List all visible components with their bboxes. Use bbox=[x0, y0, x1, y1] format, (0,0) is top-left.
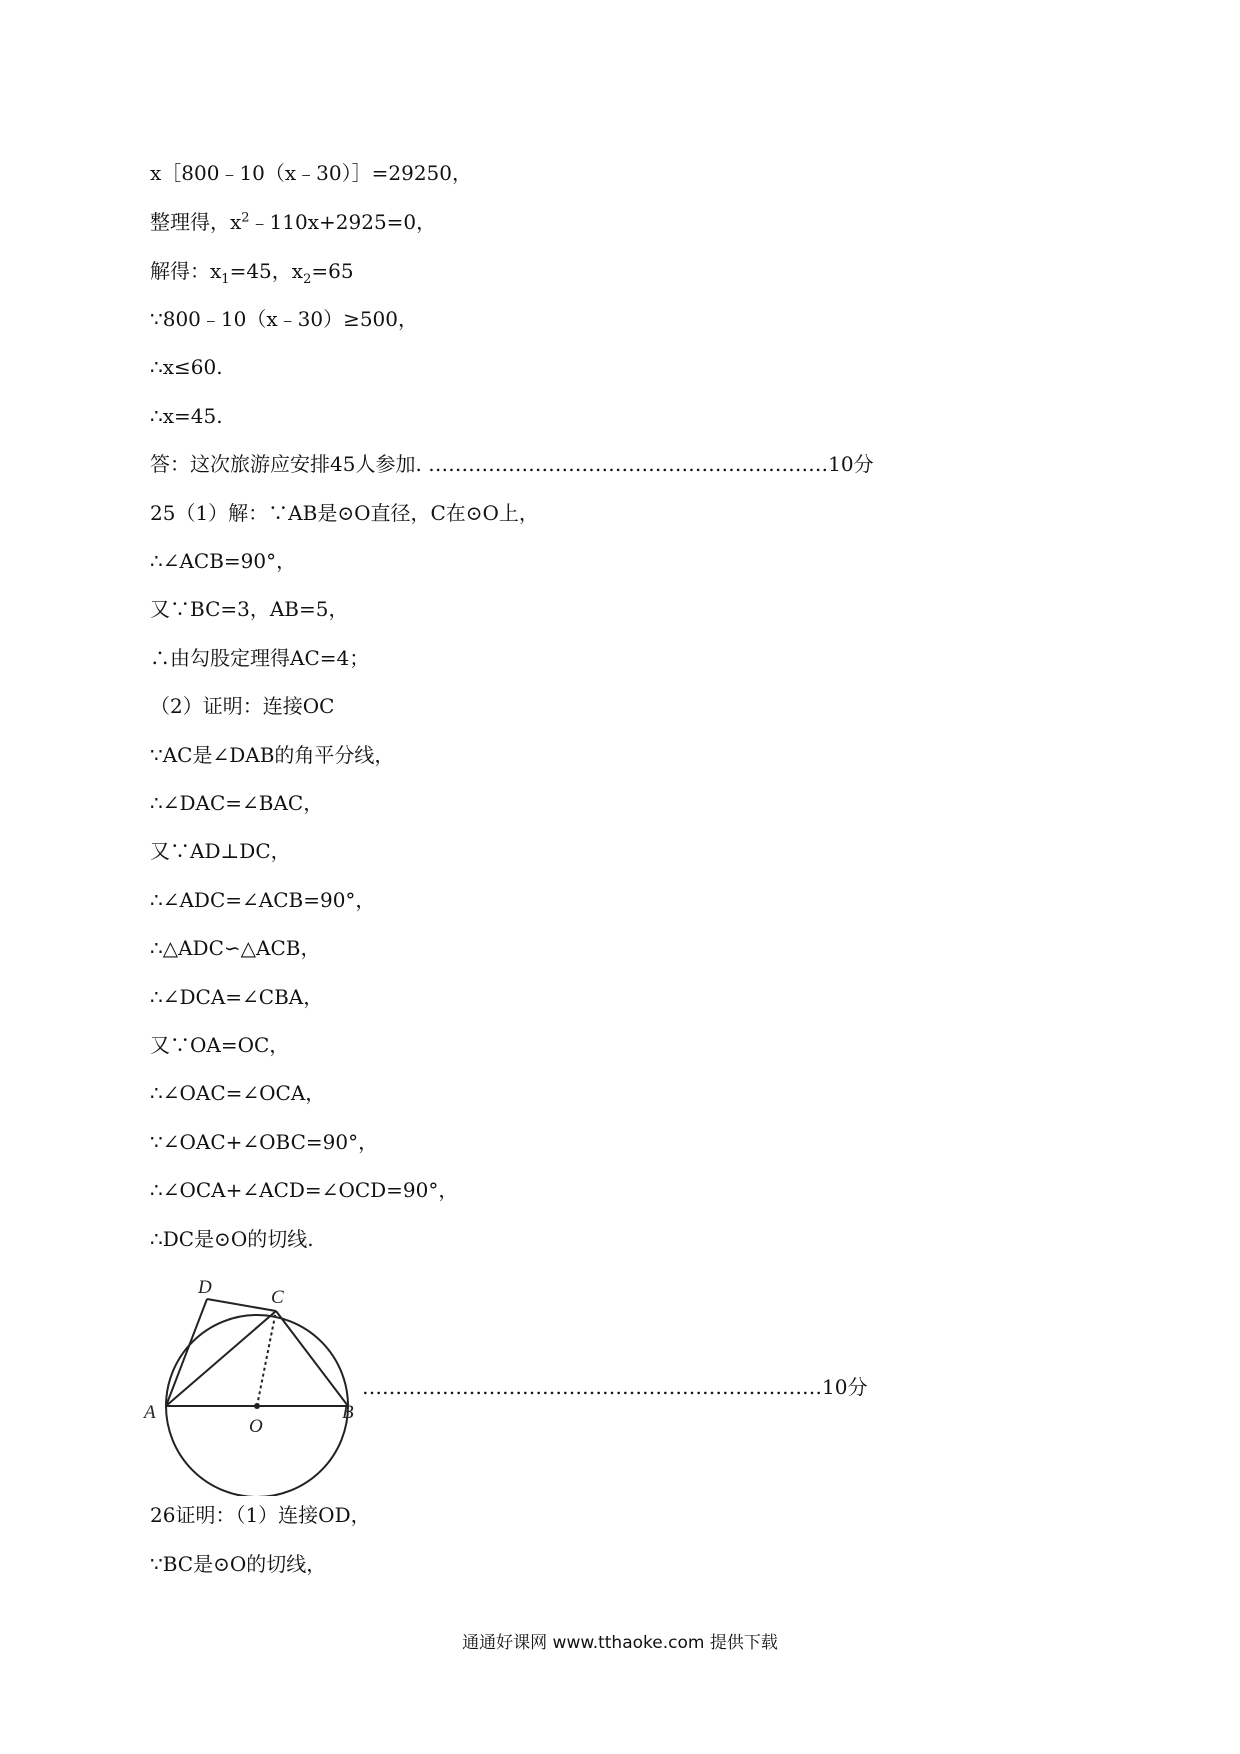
label-c: C bbox=[271, 1287, 284, 1308]
segment-ad bbox=[166, 1299, 207, 1406]
footer-text: 通通好课网 www.tthaoke.com 提供下载 bbox=[462, 1633, 778, 1653]
similar-triangles-line: ∴△ADC∽△ACB， bbox=[150, 936, 321, 960]
condition-line: ∵800﹣10（x﹣30）≥500， bbox=[150, 307, 419, 331]
q25-part1-line: 25（1）解：∵AB是⊙O直径，C在⊙O上， bbox=[150, 501, 539, 525]
right-angles-line: ∴∠ADC=∠ACB=90°， bbox=[150, 888, 376, 912]
inequality-line: ∴x≤60. bbox=[150, 355, 223, 379]
given-lengths-line: 又∵BC=3，AB=5， bbox=[150, 597, 349, 621]
simplify-line bbox=[150, 209, 436, 235]
angle-ocd-line: ∴∠OCA+∠ACD=∠OCD=90°， bbox=[150, 1178, 459, 1202]
score-dotted-line: ……………………………………………………………10分 bbox=[362, 1375, 868, 1399]
simplify-text-2: ﹣110x+2925=0， bbox=[249, 210, 437, 234]
angle-dac-line: ∴∠DAC=∠BAC， bbox=[150, 791, 324, 815]
subscript-1: 1 bbox=[221, 272, 230, 287]
simplify-text-1: 整理得，x bbox=[150, 210, 242, 234]
tangent-bc-line: ∵BC是⊙O的切线， bbox=[150, 1552, 327, 1576]
center-point bbox=[254, 1403, 260, 1409]
label-b: B bbox=[342, 1402, 354, 1423]
radius-equal-line: 又∵OA=OC， bbox=[150, 1033, 290, 1057]
answer-line: 答：这次旅游应安排45人参加. ……………………………………………………10分 bbox=[150, 452, 874, 476]
solution-text-2: =45，x bbox=[229, 259, 304, 283]
equation-line: x［800﹣10（x﹣30）］=29250， bbox=[150, 161, 473, 185]
result-line: ∴x=45. bbox=[150, 404, 223, 428]
pythagoras-line: ∴由勾股定理得AC=4； bbox=[150, 646, 370, 670]
perpendicular-line: 又∵AD⊥DC， bbox=[150, 839, 291, 863]
exponent: 2 bbox=[241, 210, 250, 226]
segment-dc bbox=[207, 1299, 276, 1311]
angle-oac-line: ∴∠OAC=∠OCA， bbox=[150, 1081, 326, 1105]
solution-text-3: =65 bbox=[311, 259, 354, 283]
chord-bc bbox=[276, 1311, 348, 1406]
tangent-conclusion-line: ∴DC是⊙O的切线. bbox=[150, 1227, 314, 1251]
geometry-figure bbox=[140, 1268, 360, 1496]
angle-acb-line: ∴∠ACB=90°， bbox=[150, 549, 297, 573]
bisector-line: ∵AC是∠DAB的角平分线， bbox=[150, 743, 395, 767]
solution-text-1: 解得：x bbox=[150, 259, 222, 283]
angle-sum-line: ∵∠OAC+∠OBC=90°， bbox=[150, 1130, 379, 1154]
label-d: D bbox=[198, 1277, 212, 1298]
subscript-2: 2 bbox=[303, 272, 312, 287]
angle-dca-line: ∴∠DCA=∠CBA， bbox=[150, 985, 324, 1009]
solution-line bbox=[150, 258, 354, 287]
q25-part2-line: （2）证明：连接OC bbox=[150, 694, 335, 718]
label-o: O bbox=[249, 1416, 263, 1437]
label-a: A bbox=[144, 1402, 156, 1423]
q26-line: 26证明：（1）连接OD， bbox=[150, 1503, 371, 1527]
